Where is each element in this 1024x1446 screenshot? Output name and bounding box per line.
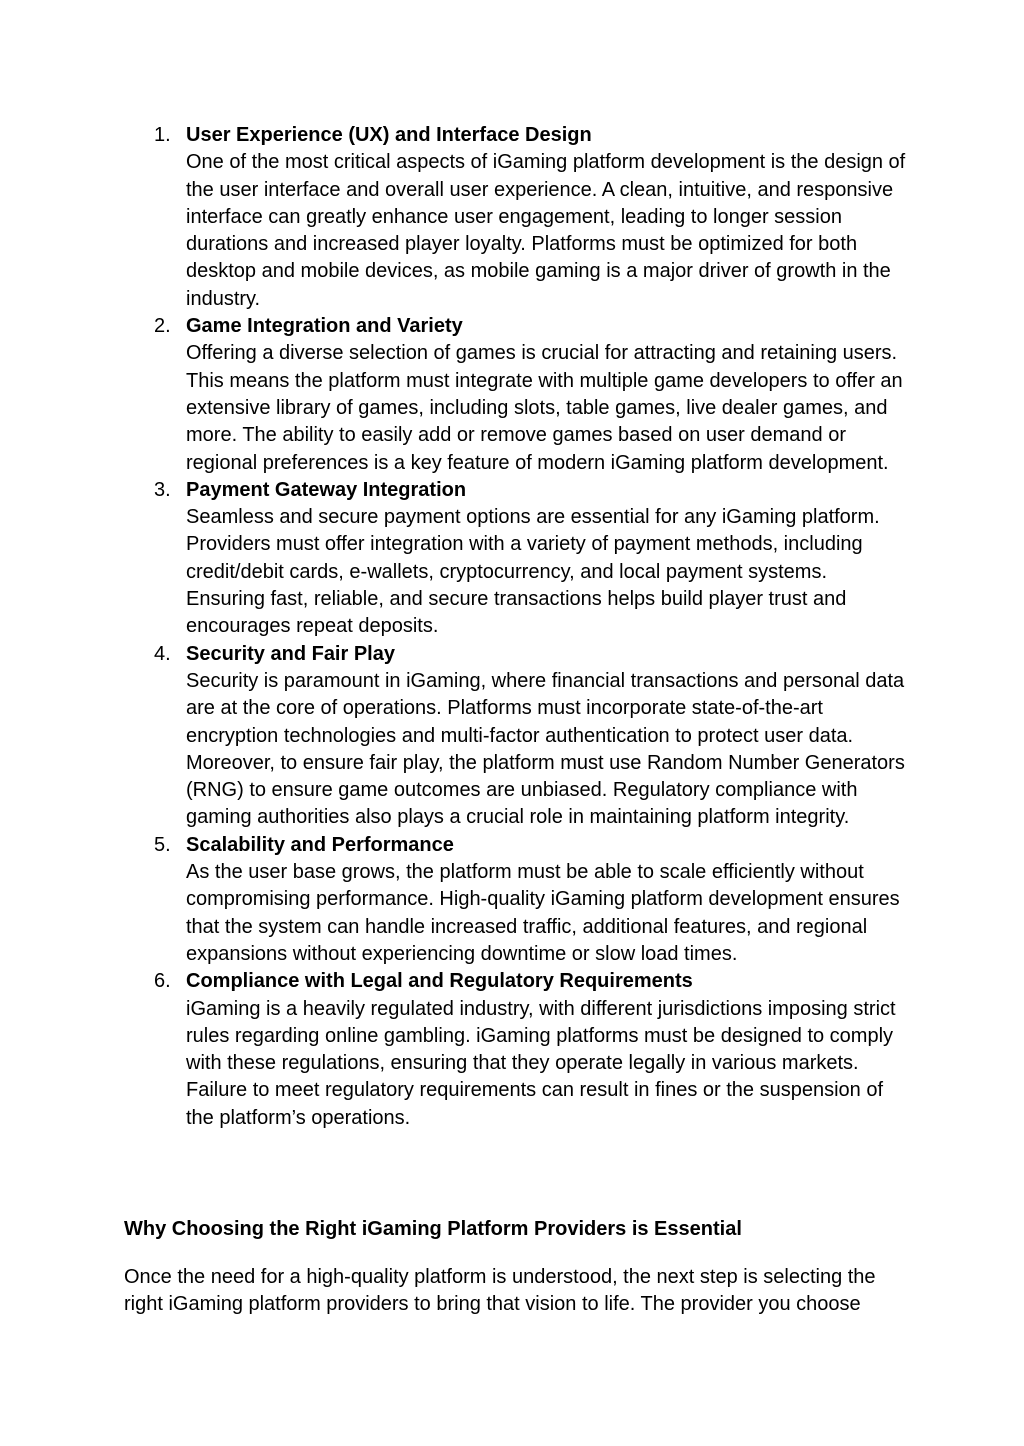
list-item-title: Scalability and Performance (186, 833, 454, 856)
list-item (0, 968, 906, 1132)
list-item-body: Seamless and secure payment options are essential for any iGaming platform. Providers must offer integration with a variety of payment methods, including credit/debit cards, e-wallets, cryptocurrency, and local payment systems. Ensuring fast, reliable, and secure transactions helps build player trust and encourages repeat deposits. (186, 506, 880, 638)
list-number: 2. (154, 315, 171, 338)
list-item-body: Security is paramount in iGaming, where financial transactions and personal data are at the core of operations. Platforms must incorporate state-of-the-art encryption technologies and multi-factor authentication to protect user data. Moreover, to ensure fair play, the platform must use Random Number Generators (RNG) to ensure game outcomes are unbiased. Regulatory compliance with gaming authorities also plays a crucial role in maintaining platform integrity. (186, 669, 905, 829)
list-item-body: iGaming is a heavily regulated industry, with different jurisdictions imposing strict rules regarding online gambling. iGaming platforms must be designed to comply with these regulations, ensuring that they operate legally in various markets. Failure to meet regulatory requirements can result in fines or the suspension of the platform’s operations. (186, 997, 896, 1129)
feature-list (0, 122, 1024, 1132)
list-item-title: User Experience (UX) and Interface Design (186, 124, 592, 146)
list-item (0, 313, 906, 477)
paragraph-line: Once the need for a high-quality platform is understood, the next step is selecting the (124, 1266, 876, 1288)
list-number: 3. (154, 478, 171, 501)
list-item (0, 832, 906, 968)
list-item-body: One of the most critical aspects of iGaming platform development is the design of the user interface and overall user experience. A clean, intuitive, and responsive interface can greatly enhance user engagement, leading to longer session durations and increased player loyalty. Platforms must be optimized for both desktop and mobile devices, as mobile gaming is a major driver of growth in the industry. (186, 151, 906, 310)
list-number: 1. (154, 124, 171, 146)
section-paragraph (124, 1264, 914, 1319)
list-item-title: Game Integration and Variety (186, 315, 463, 338)
list-item-body: Offering a diverse selection of games is crucial for attracting and retaining users. This means the platform must integrate with multiple game developers to offer an extensive library of games, including slots, table games, live dealer games, and more. The ability to easily add or remove games based on user demand or regional preferences is a key feature of modern iGaming platform development. (186, 342, 903, 474)
list-item (0, 477, 906, 641)
paragraph-line: right iGaming platform providers to bring that vision to life. The provider you choose (124, 1293, 861, 1316)
list-number: 5. (154, 833, 171, 856)
list-item-body: As the user base grows, the platform must be able to scale efficiently without compromising performance. High-quality iGaming platform development ensures that the system can handle increased traffic, additional features, and regional expansions without experiencing downtime or slow load times. (186, 861, 900, 965)
list-item (0, 122, 906, 313)
list-item-title: Payment Gateway Integration (186, 478, 467, 501)
section-heading: Why Choosing the Right iGaming Platform Providers is Essential (124, 1218, 742, 1240)
list-item (0, 641, 906, 832)
list-item-title: Security and Fair Play (186, 642, 395, 665)
list-item-title: Compliance with Legal and Regulatory Requirements (186, 970, 693, 993)
list-number: 4. (154, 642, 171, 665)
list-number: 6. (154, 970, 171, 993)
